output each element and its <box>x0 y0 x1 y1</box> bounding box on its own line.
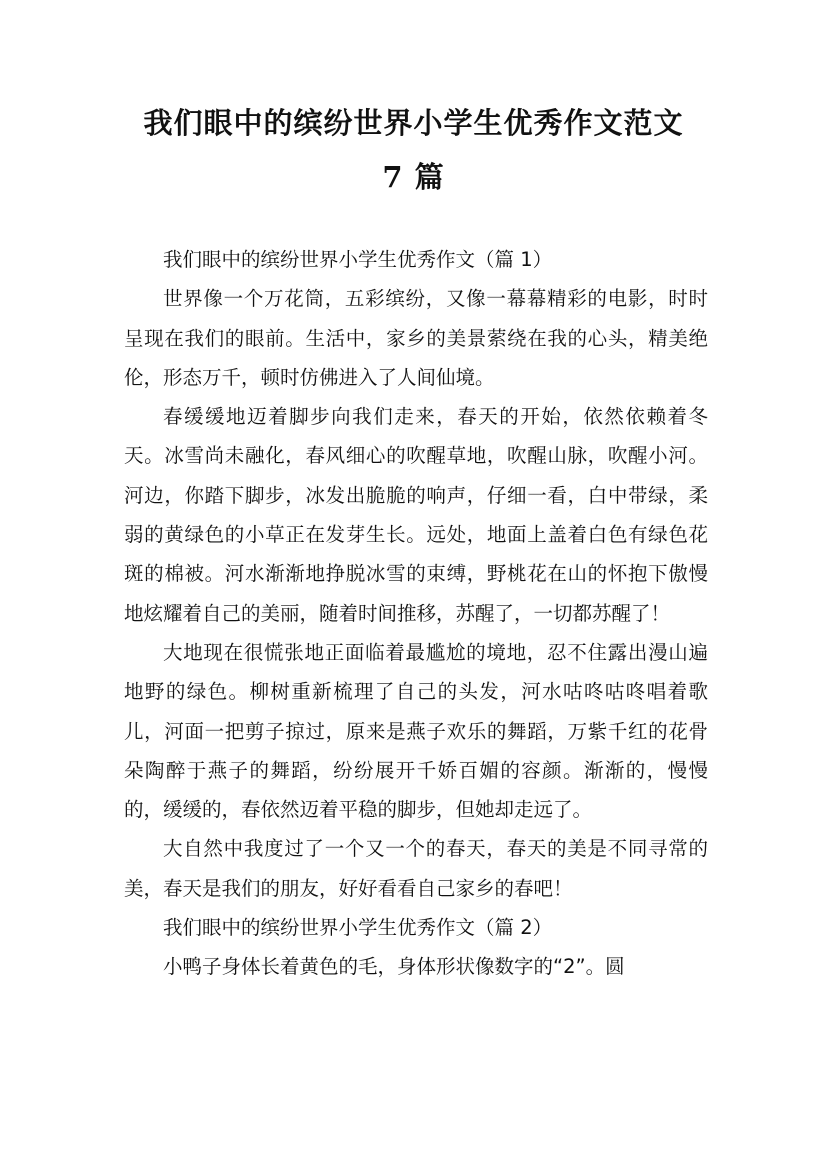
essay-heading-2: 我们眼中的缤纷世界小学生优秀作文（篇 2） <box>163 916 553 940</box>
document-body <box>124 240 708 987</box>
paragraph: 大地现在很慌张地正面临着最尴尬的境地，忍不住露出漫山遍地野的绿色。柳树重新梳理了自己的头发，河水咕咚咕咚唱着歌儿，河面一把剪子掠过，原来是燕子欢乐的舞蹈，万紫千红的花骨朵陶醉于燕子的舞蹈，纷纷展开千娇百媚的容颜。渐渐的，慢慢的，缓缓的，春依然迈着平稳的脚步，但她却走远了。 <box>124 640 708 822</box>
essay-heading-1: 我们眼中的缤纷世界小学生优秀作文（篇 1） <box>163 248 553 271</box>
paragraph: 世界像一个万花筒，五彩缤纷，又像一幕幕精彩的电影，时时呈现在我们的眼前。生活中，家乡的美景萦绕在我的心头，精美绝伦，形态万千，顿时仿佛进入了人间仙境。 <box>124 287 708 389</box>
title-line-1: 我们眼中的缤纷世界小学生优秀作文范文 <box>143 106 684 140</box>
paragraph: 大自然中我度过了一个又一个的春天，春天的美是不同寻常的美，春天是我们的朋友，好好看看自己家乡的春吧！ <box>124 837 708 900</box>
document-title <box>100 96 727 204</box>
paragraph: 小鸭子身体长着黄色的毛，身体形状像数字的“2”。圆 <box>163 955 625 979</box>
paragraph: 春缓缓地迈着脚步向我们走来，春天的开始，依然依赖着冬天。冰雪尚未融化，春风细心的吹醒草地，吹醒山脉，吹醒小河。河边，你踏下脚步，冰发出脆脆的响声，仔细一看，白中带绿，柔弱的黄绿色的小草正在发芽生长。远处，地面上盖着白色有绿色花斑的棉被。河水渐渐地挣脱冰雪的束缚，野桃花在山的怀抱下傲慢地炫耀着自己的美丽，随着时间推移，苏醒了，一切都苏醒了！ <box>124 405 708 625</box>
title-line-2: 7 篇 <box>382 160 445 194</box>
